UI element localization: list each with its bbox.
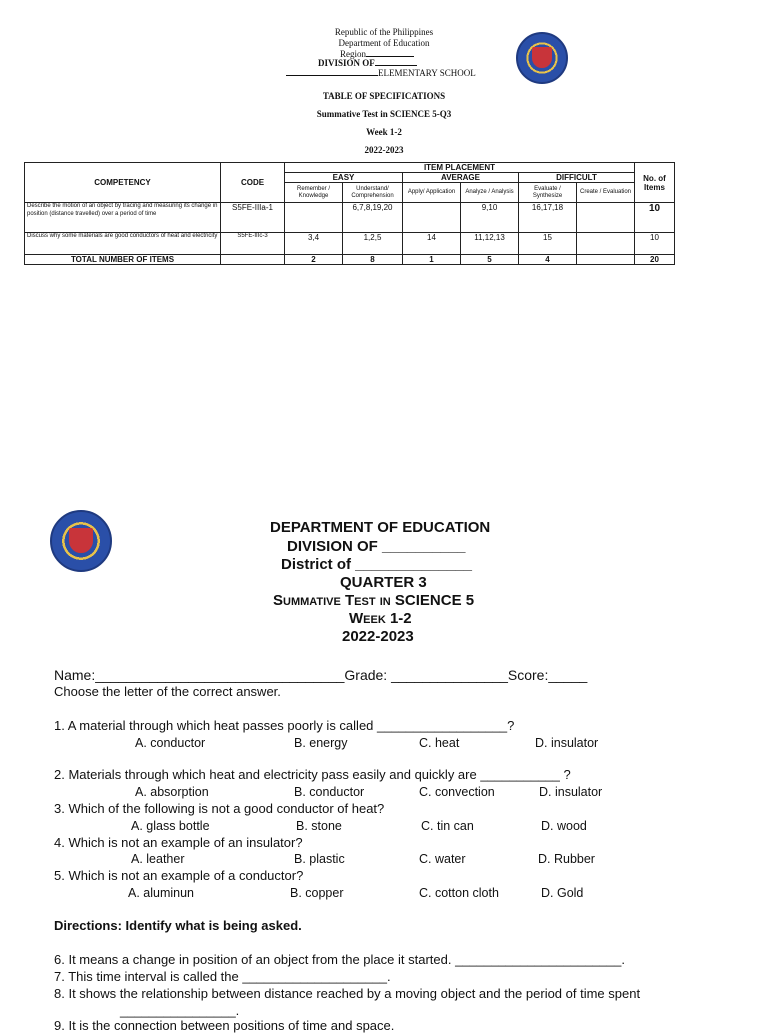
row-evaluate: 16,17,18 [519,203,577,233]
row-create [577,233,635,255]
item-8: 8. It shows the relationship between distance reached by a moving object and the period of time spent [54,986,641,1001]
tos-year: 2022-2023 [364,145,404,155]
test-title: Summative Test in SCIENCE 5 [273,592,475,609]
q2-option-b: B. conductor [294,785,365,799]
row-items: 10 [635,233,675,255]
col-items: No. of Items [635,163,675,203]
q2-option-a: A. absorption [135,785,209,799]
row-understand: 1,2,5 [343,233,403,255]
sub-apply: Apply/ Application [403,183,461,203]
sub-analyze: Analyze / Analysis [461,183,519,203]
test-department: DEPARTMENT OF EDUCATION [270,519,491,536]
test-week: Week 1-2 [349,610,412,627]
q4-option-d: D. Rubber [538,852,595,866]
row-code: S5FE-IIIa-1 [221,203,285,233]
header-department: Department of Education [338,38,430,48]
row-remember [285,203,343,233]
question-5: 5. Which is not an example of a conductor? [54,868,304,883]
row-apply [403,203,461,233]
sub-create: Create / Evaluation [577,183,635,203]
q1-option-a: A. conductor [135,736,206,750]
q3-option-c: C. tin can [421,819,474,833]
header-region: Region [340,49,414,60]
col-easy: EASY [285,173,403,183]
total-apply: 1 [403,255,461,265]
question-3: 3. Which of the following is not a good conductor of heat? [54,801,385,816]
item-9: 9. It is the connection between positions of time and space. [54,1018,395,1033]
q5-option-c: C. cotton cloth [419,886,499,900]
question-1: 1. A material through which heat passes poorly is called __________________? [54,718,515,733]
row-evaluate: 15 [519,233,577,255]
col-difficult: DIFFICULT [519,173,635,183]
col-competency: COMPETENCY [25,163,221,203]
sub-understand: Understand/ Comprehension [343,183,403,203]
row-understand: 6,7,8,19,20 [343,203,403,233]
question-2: 2. Materials through which heat and electricity pass easily and quickly are ___________ ? [54,767,571,782]
col-item-placement: ITEM PLACEMENT [285,163,635,173]
directions: Directions: Identify what is being asked. [54,918,302,933]
q3-option-d: D. wood [541,819,587,833]
header-republic: Republic of the Philippines [334,27,434,37]
total-items: 20 [635,255,675,265]
q4-option-a: A. leather [131,852,185,866]
deped-seal-icon [516,32,568,84]
tos-test-title: Summative Test in SCIENCE 5-Q3 [316,109,452,119]
q2-option-d: D. insulator [539,785,603,799]
sub-remember: Remember / Knowledge [285,183,343,203]
row-remember: 3,4 [285,233,343,255]
q1-option-d: D. insulator [535,736,599,750]
total-remember: 2 [285,255,343,265]
item-7: 7. This time interval is called the ____________________. [54,969,391,984]
tos-table [24,162,675,265]
q5-option-d: D. Gold [541,886,584,900]
table-row-total [25,255,675,265]
row-items: 10 [635,203,675,233]
q4-option-b: B. plastic [294,852,345,866]
item-6: 6. It means a change in position of an object from the place it started. _______________________. [54,952,625,967]
instruction: Choose the letter of the correct answer. [54,684,281,699]
table-row [25,233,675,255]
row-code: S5FE-IIIc-3 [221,233,285,255]
total-understand: 8 [343,255,403,265]
q3-option-b: B. stone [296,819,342,833]
q2-option-c: C. convection [419,785,495,799]
total-analyze: 5 [461,255,519,265]
header-division: DIVISION OF [318,58,417,69]
test-division: DIVISION OF __________ [287,538,466,555]
row-competency: Describe the motion of an object by tracing and measuring its change in position (distance travelled) over a period of time [25,203,221,233]
row-create [577,203,635,233]
q5-option-b: B. copper [290,886,344,900]
test-quarter: QUARTER 3 [340,574,427,591]
q1-option-c: C. heat [419,736,460,750]
tos-title: TABLE OF SPECIFICATIONS [322,91,446,101]
name-grade-score-line: Name:________________________________Grade: _______________Score:_____ [54,667,588,683]
row-analyze: 11,12,13 [461,233,519,255]
row-apply: 14 [403,233,461,255]
question-4: 4. Which is not an example of an insulator? [54,835,303,850]
total-evaluate: 4 [519,255,577,265]
total-label: TOTAL NUMBER OF ITEMS [25,255,221,265]
header-school: ELEMENTARY SCHOOL [286,68,476,79]
item-8-blank: ________________. [120,1003,240,1018]
col-code: CODE [221,163,285,203]
row-competency: Discuss why some materials are good conductors of heat and electricity [25,233,221,255]
q4-option-c: C. water [419,852,466,866]
sub-evaluate: Evaluate / Synthesize [519,183,577,203]
q5-option-a: A. aluminun [128,886,195,900]
col-average: AVERAGE [403,173,519,183]
q3-option-a: A. glass bottle [131,819,210,833]
deped-seal-icon [50,510,112,572]
tos-week: Week 1-2 [366,127,402,137]
q1-option-b: B. energy [294,736,348,750]
table-row [25,203,675,233]
row-analyze: 9,10 [461,203,519,233]
test-year: 2022-2023 [342,628,414,645]
test-district: District of ______________ [281,556,472,573]
